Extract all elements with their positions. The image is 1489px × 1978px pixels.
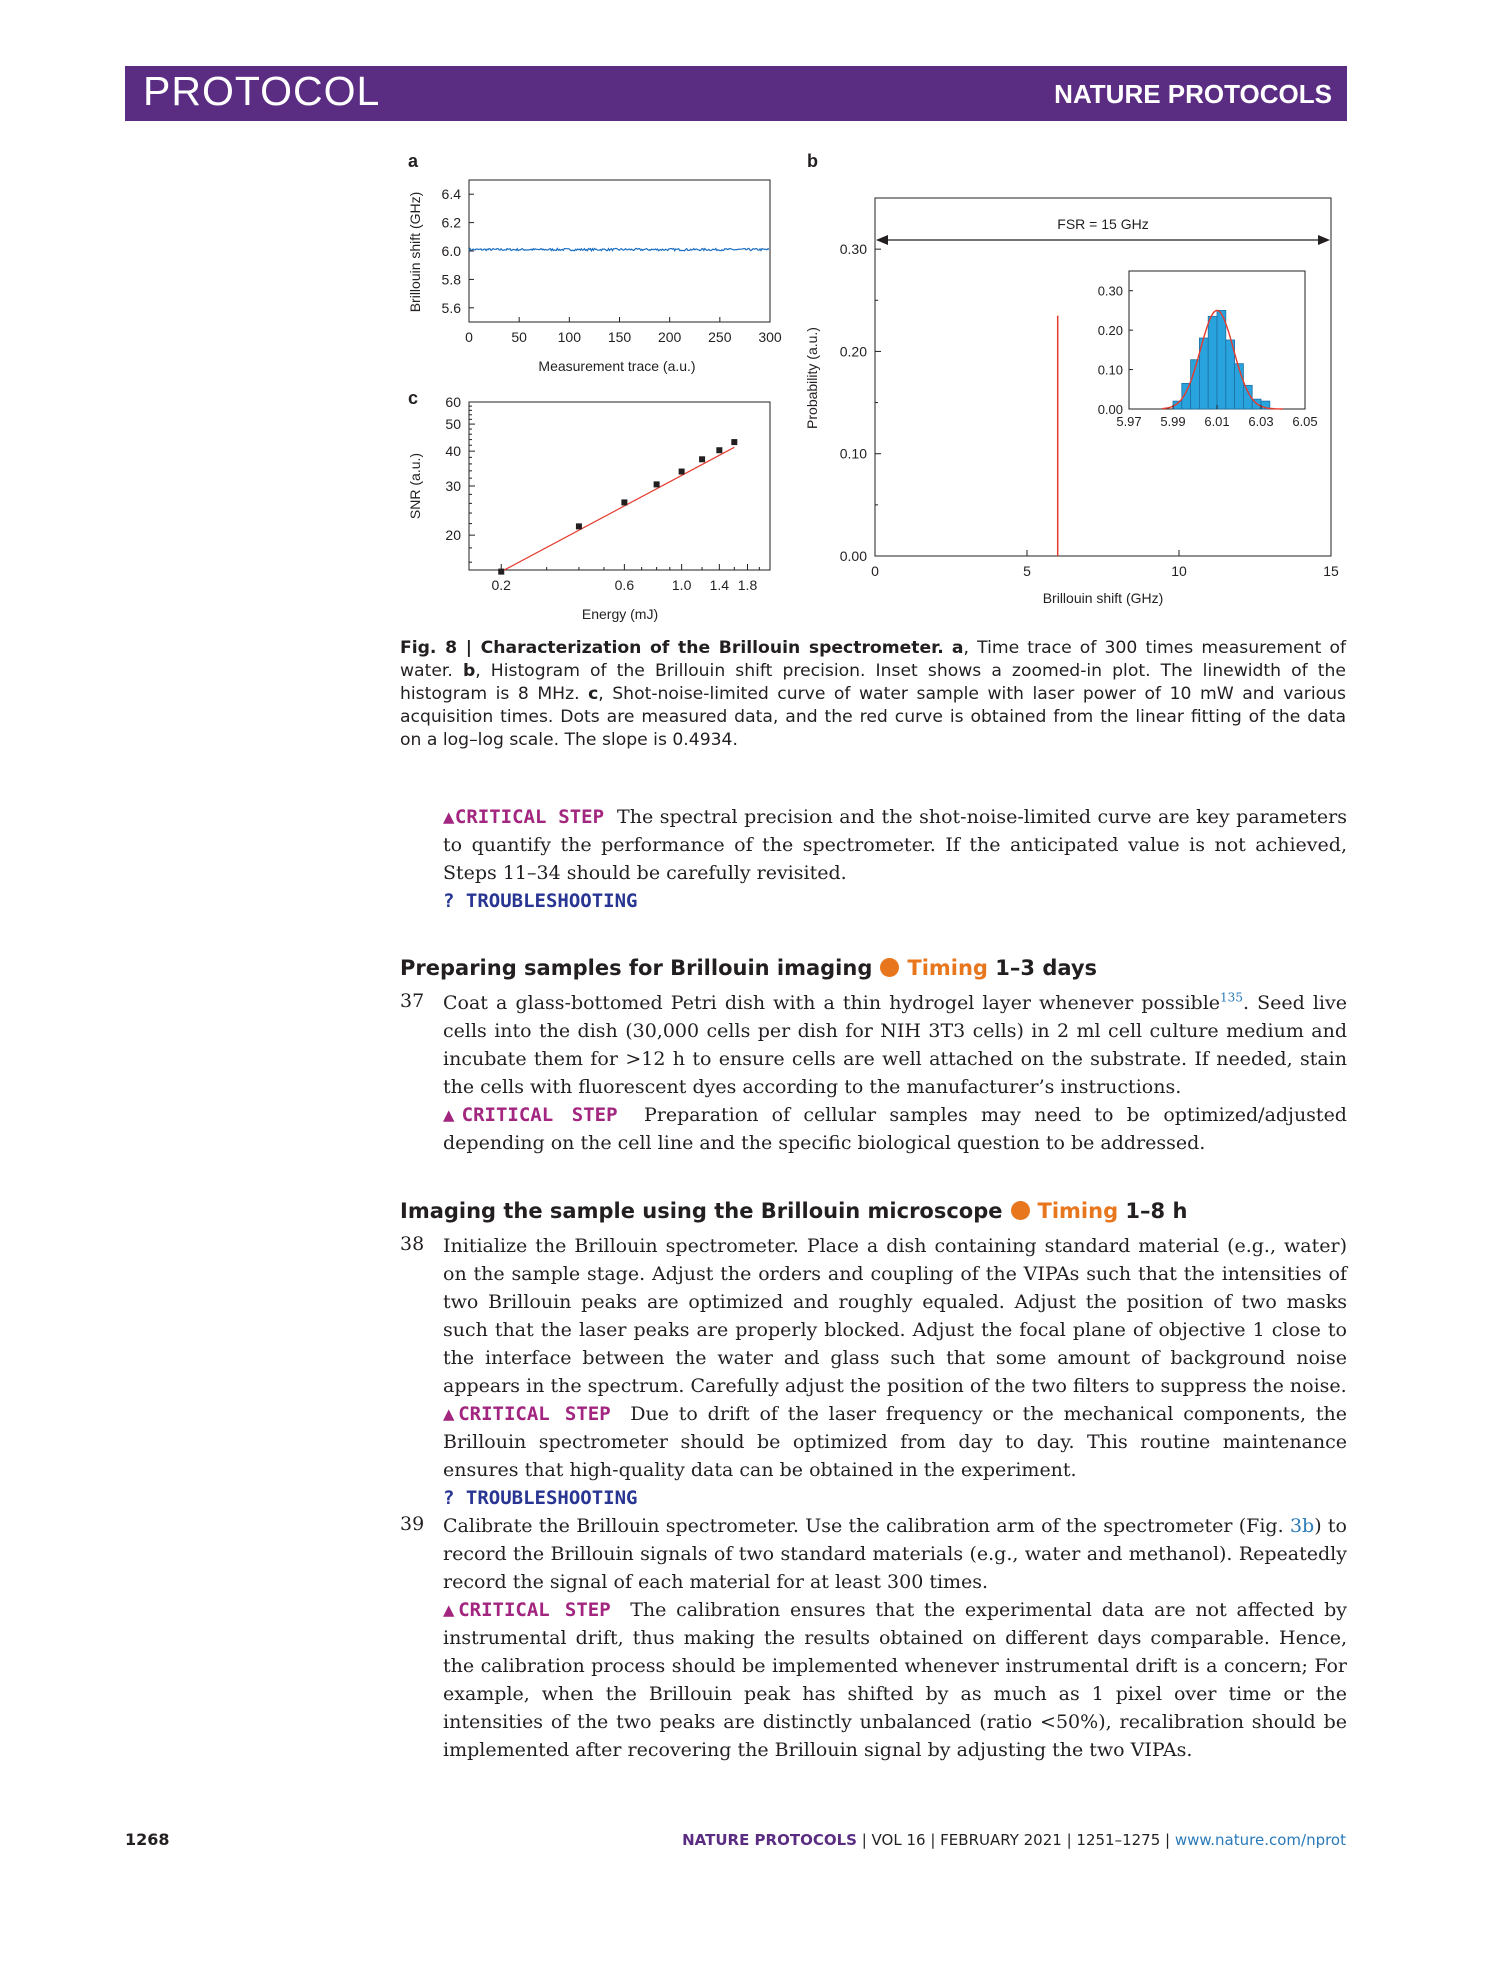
chart-a-ytick-label: 6.2 [441,214,461,231]
chart-a-xlabel: Measurement trace (a.u.) [538,358,696,374]
fsr-annotation: FSR = 15 GHz [1057,216,1149,232]
inset-histogram-bar [1217,310,1226,409]
inset-ytick-label: 0.30 [1097,283,1123,299]
chart-c-xlabel: Energy (mJ) [581,606,659,622]
chart-a-ytick-label: 5.6 [441,299,461,316]
chart-c-xtick-label: 1.0 [671,577,692,593]
chart-b-ytick-label: 0.00 [839,548,867,564]
chart-c-ylabel: SNR (a.u.) [407,452,423,520]
chart-a-ylabel: Brillouin shift (GHz) [407,191,423,313]
inset-xtick-label: 6.01 [1204,414,1230,429]
inset-histogram-bar [1208,316,1217,409]
critical-step-39 [443,1596,1347,1764]
chart-a-ytick-label: 6.4 [441,186,461,203]
section-label: PROTOCOL [143,68,381,114]
footer-sep-4: | [1160,1831,1175,1849]
step-37-text [443,989,1347,1101]
section-1-timing-label: Timing [907,956,988,980]
footer-pages: 1251–1275 [1076,1831,1161,1849]
section-heading-preparing [400,956,1097,980]
chart-b-ylabel: Probability (a.u.) [804,327,820,429]
caption-b-text: , Histogram of the Brillouin shift precision. Inset shows a zoomed-in plot. The linewidth of the histogram is 8 MHz. [400,661,1346,704]
critical-step-label: ▲CRITICAL STEP [443,806,605,828]
figure-3b-link[interactable]: 3b [1289,1515,1315,1537]
step-39-text-a: Calibrate the Brillouin spectrometer. Use the calibration arm of the spectrometer (Fig. [443,1515,1290,1537]
chart-b-xtick-label: 10 [1171,563,1187,579]
chart-c-xtick-label: 1.4 [709,577,730,593]
step-37-number: 37 [400,990,425,1012]
caption-c-label: c [588,684,599,704]
chart-c-fit-line [501,447,734,571]
inset-xtick-label: 5.99 [1160,414,1186,429]
chart-c-xtick-label: 0.6 [614,577,635,593]
chart-b-xtick-label: 15 [1323,563,1339,579]
section-1-title: Preparing samples for Brillouin imaging [400,956,873,980]
caption-c-text: , Shot-noise-limited curve of water sample with laser power of 10 mW and various acquisition times. Dots are measured data, and the red curve is obtained from the linear fitting of the data on a log–log scale. The slope is 0.4934. [400,684,1346,750]
figure-8 [0,0,1489,640]
reference-135[interactable]: 135 [1220,990,1243,1005]
figure-caption [400,637,1346,752]
critical-step-label: ▲CRITICAL STEP [443,1599,611,1621]
page-number: 1268 [125,1830,170,1849]
section-2-timing-label: Timing [1037,1199,1119,1223]
chart-a-xtick-label: 0 [465,329,473,345]
step-39-number: 39 [400,1513,425,1535]
chart-c-frame [469,402,770,570]
section-2-title: Imaging the sample using the Brillouin microscope [400,1199,1003,1223]
chart-a-xtick-label: 250 [708,329,732,345]
step-39-text [443,1512,1347,1596]
chart-b-xtick-label: 0 [871,563,879,579]
inset-ytick-label: 0.20 [1097,323,1123,339]
chart-a-xtick-label: 150 [607,329,632,345]
section-1-timing-value: 1–3 days [995,956,1098,980]
step-37-text-a: Coat a glass-bottomed Petri dish with a thin hydrogel layer whenever possible [443,992,1221,1014]
chart-c-xtick-label: 1.8 [737,577,758,593]
critical-step-1-text: The spectral precision and the shot-noise-limited curve are key parameters to quantify the performance of the spectrometer. If the anticipated value is not achieved, Steps 11–34 should be carefully revisited. [443,806,1347,884]
critical-step-39-text: The calibration ensures that the experimental data are not affected by instrumental drift, thus making the results obtained on different days comparable. Hence, the calibration process should be implemented whenever instrumental drift is a concern; For example, when the Brillouin peak has shifted by as much as 1 pixel over time or the intensities of the two peaks are distinctly unbalanced (ratio <50%), recalibration should be implemented after recovering the Brillouin signal by adjusting the two VIPAs. [443,1599,1347,1761]
inset-xtick-label: 6.03 [1248,414,1274,429]
chart-b-ytick-label: 0.10 [839,445,867,462]
chart-c-data-point [654,481,660,487]
footer-date: FEBRUARY 2021 [940,1831,1062,1849]
chart-b-xtick-label: 5 [1023,563,1031,579]
chart-c-data-point [679,469,685,475]
chart-a [407,180,782,374]
inset-ytick-label: 0.00 [1097,402,1123,417]
chart-c-ytick-label: 30 [445,478,461,494]
chart-c-ytick-label: 50 [445,416,461,433]
chart-c-ytick-label: 20 [445,527,461,544]
critical-step-38-text: Due to drift of the laser frequency or the mechanical components, the Brillouin spectrometer should be optimized from day to day. This routine maintenance ensures that high-quality data can be obtained in the experiment. [443,1403,1347,1481]
chart-b-xlabel: Brillouin shift (GHz) [1042,590,1164,606]
chart-a-xtick-label: 300 [758,329,782,345]
critical-step-37-text: Preparation of cellular samples may need to be optimized/adjusted depending on the cell line and the specific biological question to be addressed. [443,1104,1347,1154]
timing-dot-icon [880,958,899,977]
chart-c-data-point [716,447,722,453]
step-37-text-b: . Seed live cells into the dish (30,000 cells per dish for NIH 3T3 cells) in 2 ml cell culture medium and incubate them for >12 h to ensure cells are well attached on the substrate. If needed, stain the cells with fluorescent dyes according to the manufacturer’s instructions. [443,992,1347,1098]
chart-c-ytick-label: 60 [445,394,461,410]
panel-label-b: b [807,151,818,171]
chart-c-data-point [576,523,582,529]
step-38-text: Initialize the Brillouin spectrometer. Place a dish containing standard material (e.g., water) on the sample stage. Adjust the orders and coupling of the VIPAs such that the intensities of two Brillouin peaks are optimized and roughly equaled. Adjust the position of two masks such that the laser peaks are properly blocked. Adjust the focal plane of objective 1 close to the interface between the water and glass such that some amount of background noise appears in the spectrum. Carefully adjust the position of the two filters to suppress the noise. [443,1235,1347,1397]
critical-step-label: ▲CRITICAL STEP [443,1403,611,1425]
chart-c-ytick-label: 40 [445,443,461,460]
chart-a-frame [469,180,770,322]
caption-b-label: b [462,661,476,681]
section-2-timing-value: 1–8 h [1125,1199,1188,1223]
chart-b-ytick-label: 0.20 [839,343,867,360]
caption-a-text: , Time trace of 300 times measurement of water. [400,638,1347,681]
footer-journal: NATURE PROTOCOLS [682,1831,857,1849]
critical-step-37 [443,1101,1347,1157]
chart-a-xtick-label: 50 [511,329,527,345]
inset-xtick-label: 5.97 [1116,414,1142,429]
footer-sep-1: | [856,1831,872,1849]
inset-ytick-label: 0.10 [1097,362,1123,378]
caption-a-label: a [951,638,964,658]
chart-c-data-point [699,456,705,462]
inset-xtick-label: 6.05 [1292,414,1318,429]
journal-name: NATURE PROTOCOLS [1054,79,1332,109]
footer-sep-2: | [925,1831,941,1849]
section-heading-imaging [400,1199,1187,1223]
footer-volume: VOL 16 [871,1831,926,1849]
fsr-arrow-right-head [1318,235,1330,245]
chart-a-ytick-label: 5.8 [441,271,461,288]
footer-url[interactable]: www.nature.com/nprot [1174,1831,1346,1849]
fsr-arrow-left-head [876,235,888,245]
chart-c-data-point [621,499,627,505]
critical-step-38 [443,1400,1347,1484]
panel-label-c: c [408,388,419,408]
chart-c [407,394,770,622]
chart-c-xtick-label: 0.2 [491,577,511,593]
timing-dot-icon [1011,1201,1030,1220]
critical-step-1 [443,803,1347,887]
step-39-text-b: ) to record the Brillouin signals of two standard materials (e.g., water and methanol). Repeatedly record the signal of each material for at least 300 times. [443,1515,1347,1593]
chart-a-trace [469,249,769,251]
troubleshooting-link-2[interactable]: ? TROUBLESHOOTING [443,1487,638,1509]
chart-a-xtick-label: 100 [557,329,582,345]
chart-a-ytick-label: 6.0 [441,243,461,259]
chart-c-data-point [731,439,737,445]
chart-a-xtick-label: 200 [657,329,682,345]
critical-step-label: ▲CRITICAL STEP [443,1104,618,1126]
chart-b-ytick-label: 0.30 [839,241,867,258]
troubleshooting-link-1[interactable]: ? TROUBLESHOOTING [443,890,638,912]
chart-b-inset [1098,271,1318,429]
step-38-number: 38 [400,1233,425,1255]
footer-citation [682,1831,1346,1849]
caption-title: Fig. 8 | Characterization of the Brillouin spectrometer. [400,638,944,658]
panel-label-a: a [408,151,419,171]
footer-sep-3: | [1061,1831,1077,1849]
chart-b [804,198,1339,606]
